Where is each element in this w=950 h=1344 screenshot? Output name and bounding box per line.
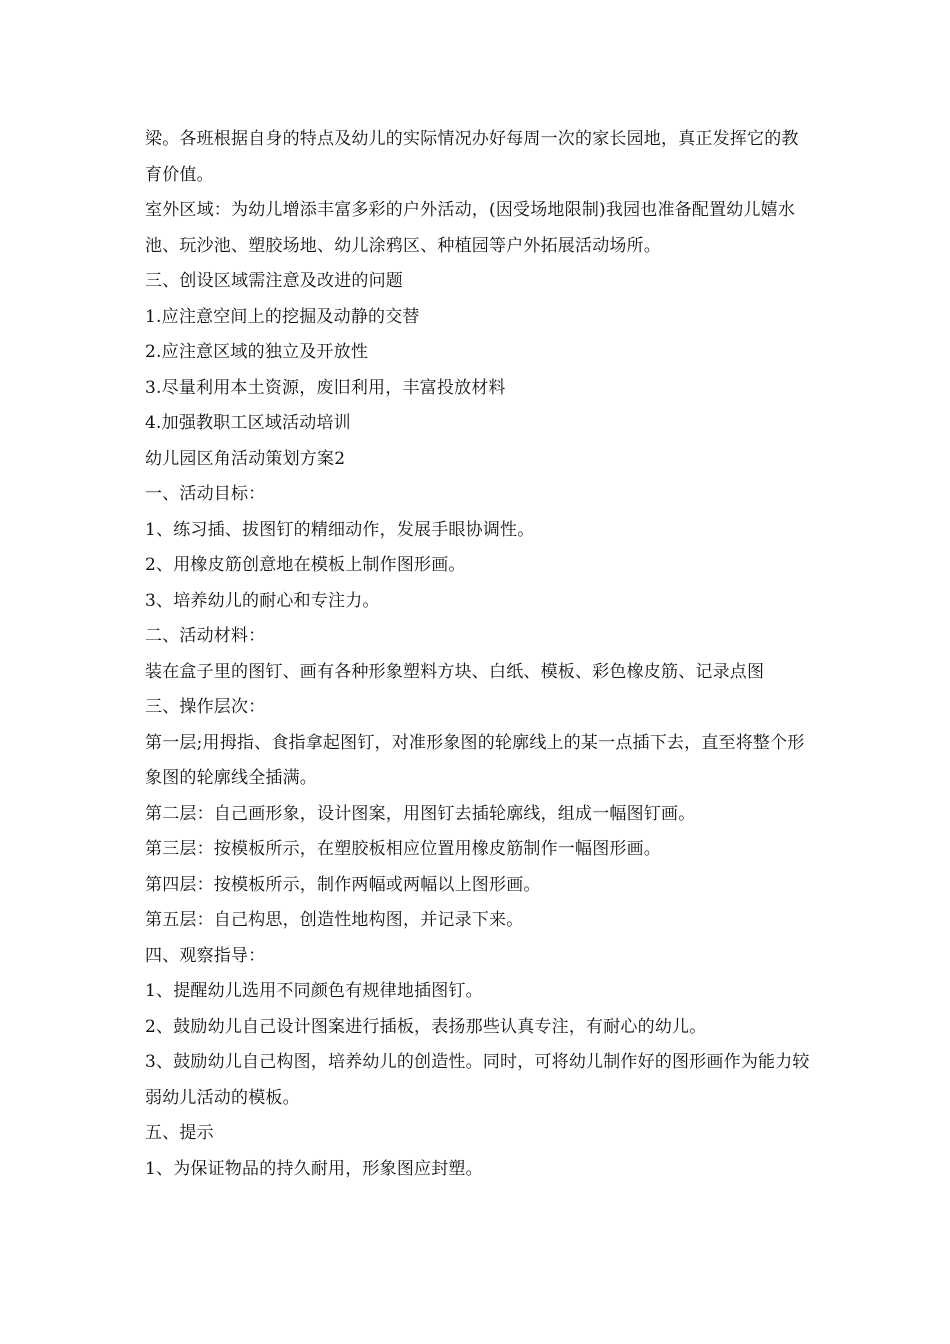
list-item: 4.加强教职工区域活动培训 [145, 413, 351, 433]
paragraph: 梁。各班根据自身的特点及幼儿的实际情况办好每周一次的家长园地，真正发挥它的教育价值。 [145, 129, 799, 185]
paragraph: 第二层：自己画形象，设计图案，用图钉去插轮廓线，组成一幅图钉画。 [145, 803, 696, 824]
section-heading: 五、提示 [145, 1123, 214, 1143]
paragraph: 第五层：自己构思，创造性地构图，并记录下来。 [145, 910, 524, 930]
paragraph: 装在盒子里的图钉、画有各种形象塑料方块、白纸、模板、彩色橡皮筋、记录点图 [145, 661, 765, 682]
list-item: 3、培养幼儿的耐心和专注力。 [145, 590, 380, 611]
list-item: 2.应注意区域的独立及开放性 [145, 342, 369, 362]
document-body [145, 122, 813, 1187]
section-heading: 一、活动目标： [145, 484, 266, 504]
paragraph: 第一层;用拇指、食指拿起图钉，对准形象图的轮廓线上的某一点插下去，直至将整个形象图的轮廓线全插满。 [145, 732, 805, 788]
section-heading: 三、操作层次： [145, 697, 266, 717]
list-item: 3、鼓励幼儿自己构图，培养幼儿的创造性。同时，可将幼儿制作好的图形画作为能力较弱幼儿活动的模板。 [145, 1052, 810, 1108]
paragraph: 室外区域：为幼儿增添丰富多彩的户外活动，(因受场地限制)我园也准备配置幼儿嬉水池、玩沙池、塑胶场地、幼儿涂鸦区、种植园等户外拓展活动场所。 [145, 200, 796, 256]
section-heading: 二、活动材料： [145, 626, 266, 646]
list-item: 1、练习插、拔图钉的精细动作，发展手眼协调性。 [145, 519, 535, 540]
paragraph: 第三层：按模板所示，在塑胶板相应位置用橡皮筋制作一幅图形画。 [145, 839, 661, 859]
paragraph: 第四层：按模板所示，制作两幅或两幅以上图形画。 [145, 874, 541, 895]
list-item: 1、提醒幼儿选用不同颜色有规律地插图钉。 [145, 981, 483, 1001]
list-item: 1、为保证物品的持久耐用，形象图应封塑。 [145, 1158, 483, 1179]
section-heading: 四、观察指导： [145, 945, 266, 966]
document-title: 幼儿园区角活动策划方案2 [145, 448, 346, 469]
list-item: 3.尽量利用本土资源，废旧利用，丰富投放材料 [145, 377, 506, 398]
list-item: 1.应注意空间上的挖掘及动静的交替 [145, 306, 420, 327]
list-item: 2、鼓励幼儿自己设计图案进行插板，表扬那些认真专注，有耐心的幼儿。 [145, 1016, 707, 1037]
section-heading: 三、创设区域需注意及改进的问题 [145, 271, 403, 291]
list-item: 2、用橡皮筋创意地在模板上制作图形画。 [145, 555, 466, 575]
